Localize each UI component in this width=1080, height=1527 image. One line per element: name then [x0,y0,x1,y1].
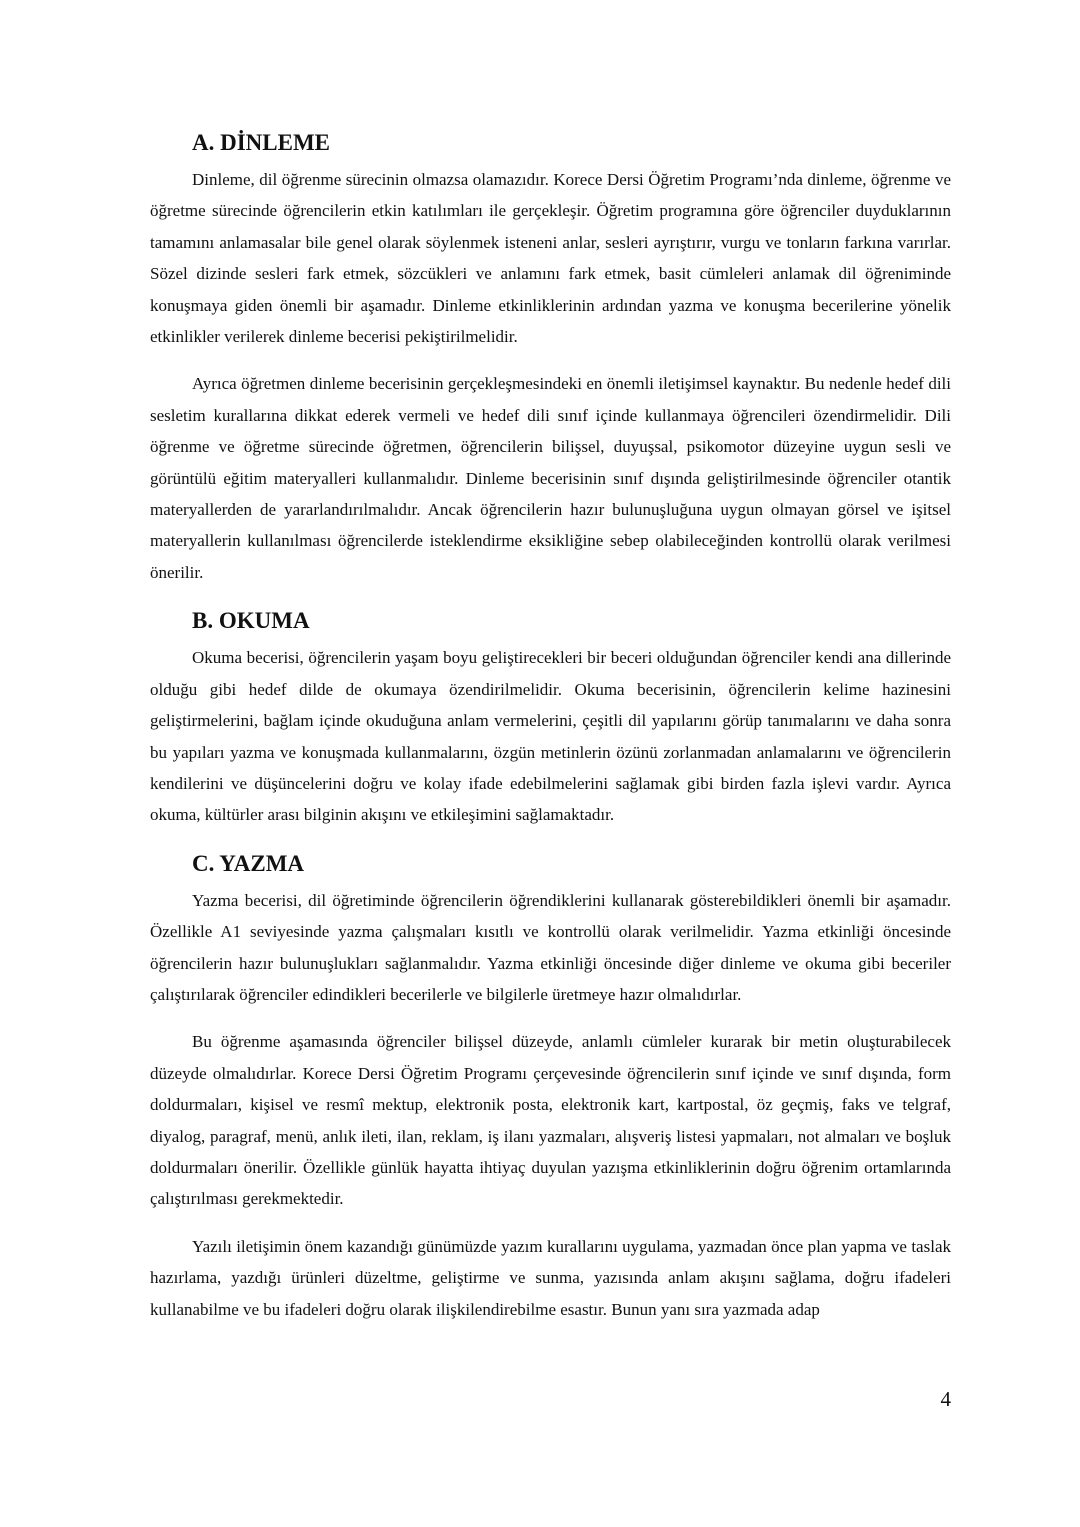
paragraph-dinleme-1: Dinleme, dil öğrenme sürecinin olmazsa olamazıdır. Korece Dersi Öğretim Programı’nda dinleme, öğrenme ve öğretme sürecinde öğrencilerin etkin katılımları ile gerçekleşir. Öğretim programına göre öğrenciler duyduklarının tamamını anlamasalar bile genel olarak söylenmek isteneni anlar, sesleri ayrıştırır, vurgu ve tonların farkına varırlar. Sözel dizinde sesleri fark etmek, sözcükleri ve anlamını fark etmek, basit cümleleri anlamak dil öğreniminde konuşmaya giden önemli bir aşamadır. Dinleme etkinliklerinin ardından yazma ve konuşma becerilerine yönelik etkinlikler verilerek dinleme becerisi pekiştirilmelidir. [150,170,951,347]
paragraph-yazma-2: Bu öğrenme aşamasında öğrenciler bilişsel düzeyde, anlamlı cümleler kurarak bir metin oluşturabilecek düzeyde olmalıdırlar. Korece Dersi Öğretim Programı çerçevesinde öğrencilerin sınıf içinde ve sınıf dışında, form doldurmaları, kişisel ve resmî mektup, elektronik posta, elektronik kart, kartpostal, öz geçmiş, faks ve telgraf, diyalog, paragraf, menü, anlık ileti, ilan, reklam, iş ilanı yazmaları, alışveriş listesi yapmaları, not almaları ve boşluk doldurmaları önerilir. Özellikle günlük hayatta ihtiyaç duyulan yazışma etkinliklerinin doğru öğrenim ortamlarında çalıştırılması gerekmektedir. [150,1032,951,1209]
paragraph-yazma-1: Yazma becerisi, dil öğretiminde öğrencilerin öğrendiklerini kullanarak gösterebildikleri önemli bir aşamadır. Özellikle A1 seviyesinde yazma çalışmaları kısıtlı ve kontrollü olarak verilmelidir. Yazma etkinliği öncesinde öğrencilerin hazır bulunuşlukları sağlanmalıdır. Yazma etkinliği öncesinde diğer dinleme ve okuma gibi beceriler çalıştırılarak öğrenciler edindikleri becerilerle ve bilgilerle üretmeye hazır olmalıdırlar. [150,890,951,1004]
section-heading-yazma: C. YAZMA [192,850,305,876]
document-page [150,128,951,1325]
paragraph-yazma-3: Yazılı iletişimin önem kazandığı günümüzde yazım kurallarını uygulama, yazmadan önce plan yapma ve taslak hazırlama, yazdığı ürünleri düzeltme, geliştirme ve sunma, yazısında anlam akışını sağlama, doğru ifadeleri kullanabilme ve bu ifadeleri doğru olarak ilişkilendirebilme esastır. Bunun yanı sıra yazmada adap [150,1236,951,1319]
section-heading-okuma: B. OKUMA [192,608,310,634]
section-heading-dinleme: A. DİNLEME [192,130,331,155]
paragraph-okuma-1: Okuma becerisi, öğrencilerin yaşam boyu geliştirecekleri bir beceri olduğundan öğrenciler kendi ana dillerinde olduğu gibi hedef dilde de okumaya özendirilmelidir. Okuma becerisinin, öğrencilerin kelime hazinesini geliştirmelerini, bağlam içinde okuduğuna anlam vermelerini, çeşitli dil yapılarını görüp tanımalarını ve daha sonra bu yapıları yazma ve konuşmada kullanmalarını, özgün metinlerin özünü zorlanmadan anlamalarını ve öğrencilerin kendilerini ve düşüncelerini doğru ve kolay ifade edebilmelerini sağlamak gibi birden fazla işlevi vardır. Ayrıca okuma, kültürler arası bilginin akışını ve etkileşimini sağlamaktadır. [150,648,951,825]
page-number: 4 [940,1387,951,1411]
paragraph-dinleme-2: Ayrıca öğretmen dinleme becerisinin gerçekleşmesindeki en önemli iletişimsel kaynaktır. Bu nedenle hedef dili sesletim kurallarına dikkat ederek vermeli ve hedef dili sınıf içinde kullanmaya öğrencileri özendirmelidir. Dili öğrenme ve öğretme sürecinde öğretmen, öğrencilerin bilişsel, duyuşsal, psikomotor düzeyine uygun sesli ve görüntülü eğitim materyalleri kullanmalıdır. Dinleme becerisinin sınıf dışında geliştirilmesinde öğrenciler otantik materyallerden de yararlandırılmalıdır. Ancak öğrencilerin hazır bulunuşluğuna uygun olmayan görsel ve işitsel materyallerin kullanılması öğrencilerde isteklendirme eksikliğine sebep olabileceğinden kontrollü olarak verilmesi önerilir. [150,374,951,582]
